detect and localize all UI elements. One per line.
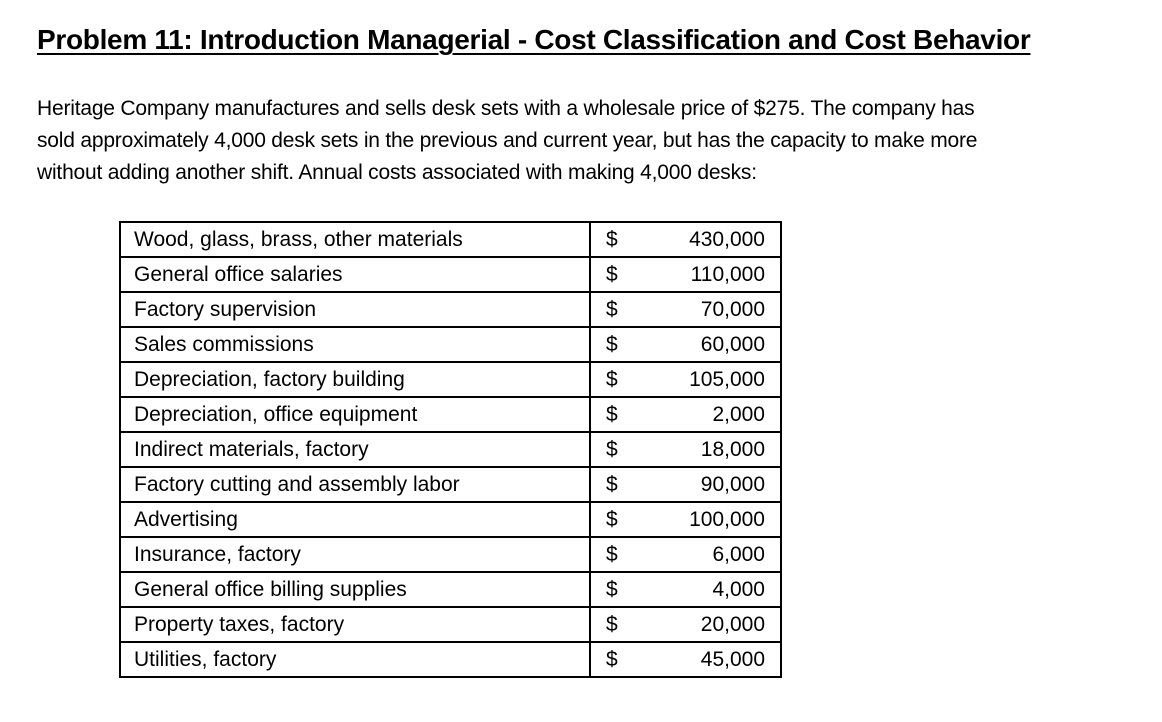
cost-amount-cell	[590, 292, 781, 327]
table-row	[120, 257, 781, 292]
table-row	[120, 222, 781, 257]
cost-amount-cell	[590, 432, 781, 467]
cost-item-cell: Sales commissions	[120, 327, 590, 362]
description-line: Heritage Company manufactures and sells desk sets with a wholesale price of $275. The company has	[37, 97, 975, 120]
cost-amount-cell	[590, 467, 781, 502]
table-row	[120, 537, 781, 572]
cost-amount-cell	[590, 222, 781, 257]
currency-symbol: $	[606, 612, 618, 636]
cost-amount-cell	[590, 362, 781, 397]
cost-amount: 20,000	[700, 612, 765, 636]
currency-symbol: $	[606, 332, 618, 356]
cost-amount-cell	[590, 572, 781, 607]
currency-symbol: $	[606, 542, 618, 566]
cost-item-cell: Wood, glass, brass, other materials	[120, 222, 590, 257]
cost-amount: 110,000	[690, 262, 765, 286]
cost-amount: 90,000	[700, 472, 765, 496]
table-row	[120, 327, 781, 362]
cost-amount-cell	[590, 397, 781, 432]
cost-amount: 60,000	[700, 332, 765, 356]
table-row	[120, 502, 781, 537]
cost-amount-cell	[590, 537, 781, 572]
cost-amount: 45,000	[700, 647, 765, 671]
cost-amount: 4,000	[712, 577, 765, 601]
table-row	[120, 572, 781, 607]
currency-symbol: $	[606, 367, 618, 391]
cost-item-cell: Indirect materials, factory	[120, 432, 590, 467]
currency-symbol: $	[606, 647, 618, 671]
currency-symbol: $	[606, 227, 618, 251]
table-row	[120, 642, 781, 677]
cost-amount: 430,000	[689, 227, 765, 251]
cost-item-cell: Factory supervision	[120, 292, 590, 327]
table-row	[120, 607, 781, 642]
cost-amount-cell	[590, 607, 781, 642]
cost-amount-cell	[590, 327, 781, 362]
currency-symbol: $	[606, 437, 618, 461]
table-row	[120, 432, 781, 467]
cost-amount-cell	[590, 642, 781, 677]
currency-symbol: $	[606, 507, 618, 531]
cost-amount: 6,000	[712, 542, 765, 566]
problem-description	[37, 93, 1152, 189]
table-row	[120, 397, 781, 432]
cost-item-cell: General office billing supplies	[120, 572, 590, 607]
currency-symbol: $	[606, 402, 618, 426]
table-row	[120, 292, 781, 327]
currency-symbol: $	[606, 297, 618, 321]
cost-amount: 2,000	[712, 402, 765, 426]
table-row	[120, 362, 781, 397]
cost-item-cell: Property taxes, factory	[120, 607, 590, 642]
cost-amount: 18,000	[700, 437, 765, 461]
currency-symbol: $	[606, 262, 618, 286]
cost-amount-cell	[590, 502, 781, 537]
table-row	[120, 467, 781, 502]
currency-symbol: $	[606, 577, 618, 601]
cost-item-cell: Utilities, factory	[120, 642, 590, 677]
cost-item-cell: Depreciation, factory building	[120, 362, 590, 397]
cost-item-cell: General office salaries	[120, 257, 590, 292]
annual-costs-table	[119, 221, 782, 678]
cost-item-cell: Factory cutting and assembly labor	[120, 467, 590, 502]
cost-amount-cell	[590, 257, 781, 292]
description-line: sold approximately 4,000 desk sets in the previous and current year, but has the capacity to make more	[37, 129, 978, 152]
description-line: without adding another shift. Annual costs associated with making 4,000 desks:	[37, 161, 757, 184]
cost-amount: 70,000	[700, 297, 765, 321]
cost-item-cell: Insurance, factory	[120, 537, 590, 572]
cost-amount: 105,000	[689, 367, 765, 391]
page-title: Problem 11: Introduction Managerial - Cost Classification and Cost Behavior	[37, 24, 1031, 55]
cost-item-cell: Depreciation, office equipment	[120, 397, 590, 432]
cost-item-cell: Advertising	[120, 502, 590, 537]
cost-amount: 100,000	[689, 507, 765, 531]
currency-symbol: $	[606, 472, 618, 496]
